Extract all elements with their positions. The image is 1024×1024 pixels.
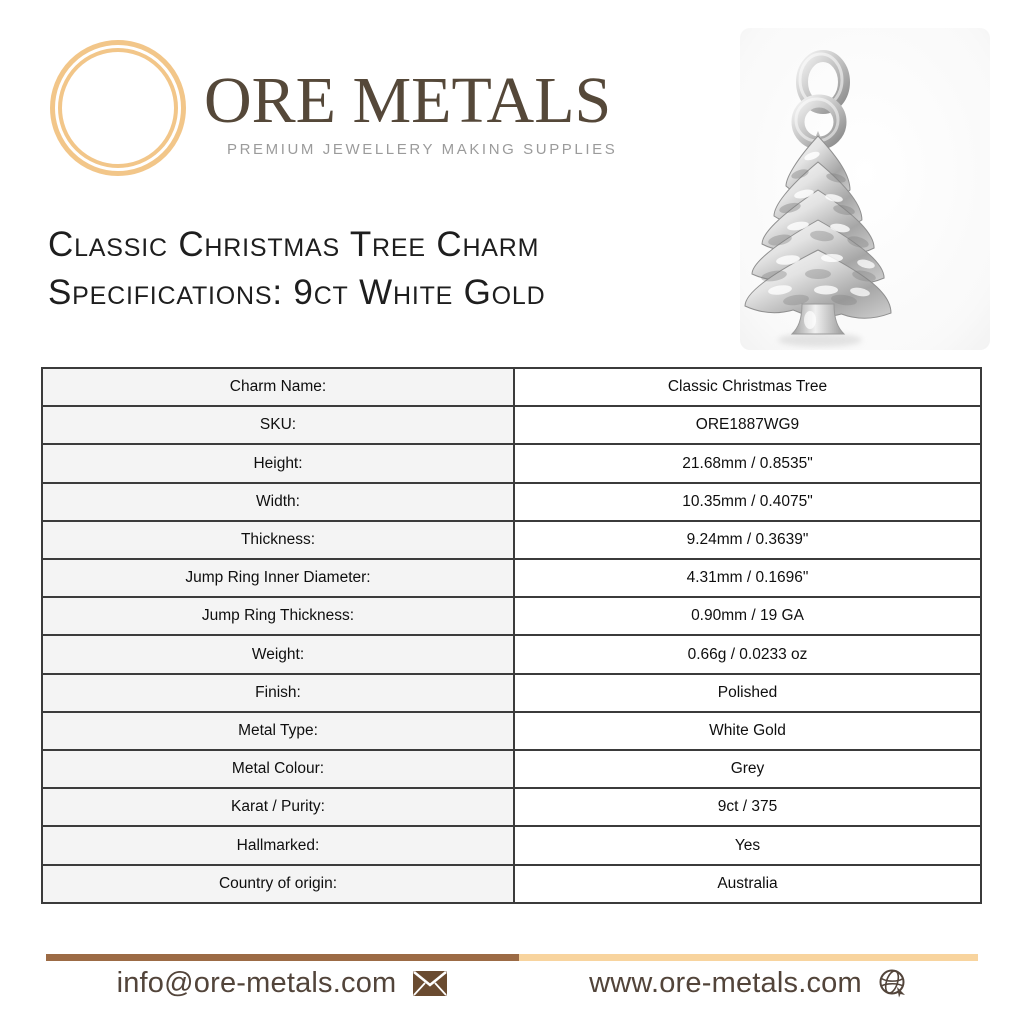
table-row: [42, 826, 981, 864]
page-title-line2: Specifications: 9ct White Gold: [48, 273, 546, 312]
spec-label: Width:: [42, 483, 514, 521]
website-link[interactable]: www.ore-metals.com: [589, 966, 862, 999]
spec-label: Metal Colour:: [42, 750, 514, 788]
spec-value: Australia: [514, 865, 981, 903]
spec-value: ORE1887WG9: [514, 406, 981, 444]
spec-label: Thickness:: [42, 521, 514, 559]
table-row: [42, 865, 981, 903]
spec-label: Weight:: [42, 635, 514, 673]
footer-bar-gold-segment: [519, 954, 978, 961]
spec-label: Karat / Purity:: [42, 788, 514, 826]
spec-value: Grey: [514, 750, 981, 788]
spec-table: [41, 367, 982, 904]
brand-name: ORE METALS: [204, 64, 612, 137]
globe-icon: [878, 968, 908, 998]
table-row: [42, 788, 981, 826]
christmas-tree-charm-icon: [740, 28, 990, 350]
spec-label: Country of origin:: [42, 865, 514, 903]
spec-label: Charm Name:: [42, 368, 514, 406]
spec-value: 21.68mm / 0.8535": [514, 444, 981, 482]
spec-label: Jump Ring Thickness:: [42, 597, 514, 635]
spec-value: Classic Christmas Tree: [514, 368, 981, 406]
table-row: [42, 444, 981, 482]
spec-value: 4.31mm / 0.1696": [514, 559, 981, 597]
table-row: [42, 521, 981, 559]
footer-website-group: [519, 963, 978, 1003]
table-row: [42, 406, 981, 444]
spec-table-body: [42, 368, 981, 903]
spec-label: Finish:: [42, 674, 514, 712]
page-title: [48, 221, 545, 317]
table-row: [42, 597, 981, 635]
spec-value: Polished: [514, 674, 981, 712]
spec-value: 10.35mm / 0.4075": [514, 483, 981, 521]
footer-divider-bar: [46, 954, 978, 961]
table-row: [42, 750, 981, 788]
spec-value: White Gold: [514, 712, 981, 750]
spec-label: Metal Type:: [42, 712, 514, 750]
email-link[interactable]: info@ore-metals.com: [116, 966, 397, 999]
footer-bar-brown-segment: [46, 954, 519, 961]
spec-label: Jump Ring Inner Diameter:: [42, 559, 514, 597]
footer-email-group: [46, 963, 519, 1003]
spec-value: 9ct / 375: [514, 788, 981, 826]
brand-tagline: PREMIUM JEWELLERY MAKING SUPPLIES: [227, 141, 618, 158]
table-row: [42, 712, 981, 750]
spec-label: SKU:: [42, 406, 514, 444]
spec-value: 9.24mm / 0.3639": [514, 521, 981, 559]
table-row: [42, 368, 981, 406]
brand-logo-ring-icon: [50, 40, 186, 176]
table-row: [42, 483, 981, 521]
spec-value: 0.90mm / 19 GA: [514, 597, 981, 635]
table-row: [42, 635, 981, 673]
spec-label: Hallmarked:: [42, 826, 514, 864]
envelope-icon: [412, 970, 448, 997]
table-row: [42, 674, 981, 712]
product-image-christmas-tree-charm: [740, 28, 990, 350]
spec-label: Height:: [42, 444, 514, 482]
spec-value: Yes: [514, 826, 981, 864]
page-title-line1: Classic Christmas Tree Charm: [48, 225, 540, 264]
table-row: [42, 559, 981, 597]
spec-value: 0.66g / 0.0233 oz: [514, 635, 981, 673]
